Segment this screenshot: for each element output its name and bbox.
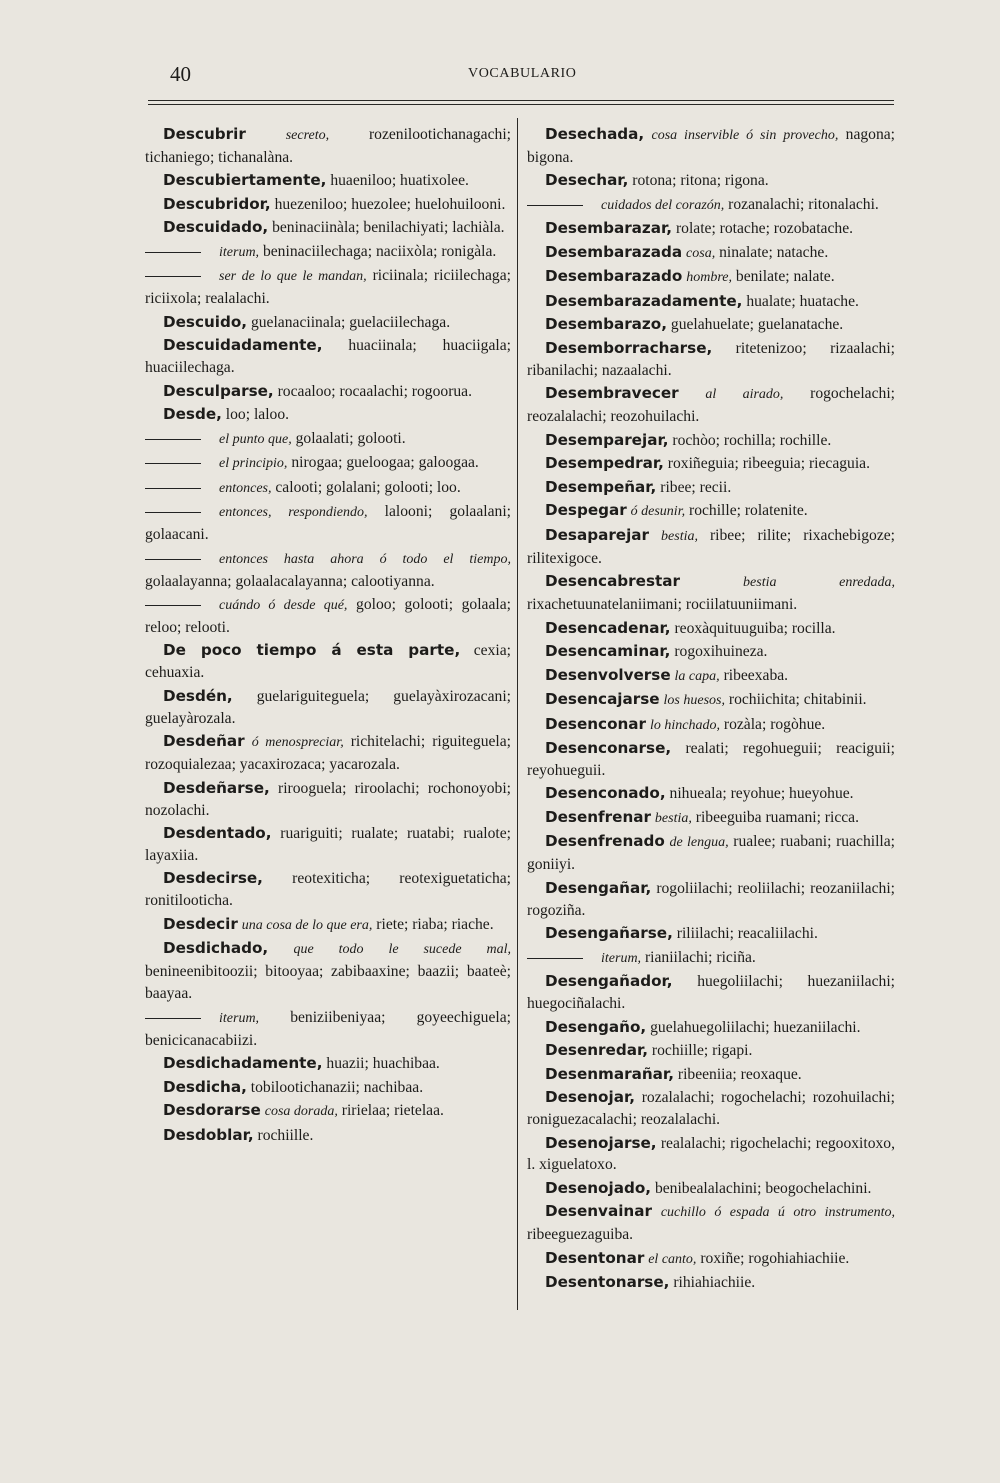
dictionary-entry (145, 640, 511, 684)
headword: Desenfrenado (545, 832, 665, 851)
dictionary-entry (527, 1248, 895, 1271)
usage-note: los huesos, (663, 693, 725, 709)
sub-entry (145, 594, 511, 639)
translation-text: ribeeguiba ruamani; ricca. (695, 808, 859, 826)
headword: Desenfrenar (545, 807, 652, 826)
ditto-dash (145, 439, 201, 440)
dictionary-entry (145, 823, 511, 867)
headword: Desenconarse, (545, 739, 672, 758)
usage-note: iterum, (601, 950, 642, 966)
right-column (527, 124, 895, 1296)
headword: Desaparejar (545, 525, 650, 544)
usage-note: ó desunir, (630, 504, 686, 520)
ditto-dash (145, 605, 201, 606)
headword: Desechar, (545, 171, 629, 190)
dictionary-entry (527, 453, 895, 475)
translation-text: rochiichita; chitabinii. (728, 691, 867, 709)
sub-entry (145, 452, 511, 475)
headword: Desembarazada (545, 242, 683, 261)
column-divider (517, 118, 518, 1310)
translation-text: ruariguiti; rualate; ruatabi; rualote; layaxiia. (145, 825, 511, 864)
translation-text: nihueala; reyohue; hueyohue. (669, 785, 854, 803)
headword: Desdicha, (163, 1077, 247, 1096)
dictionary-entry (145, 914, 511, 937)
ditto-dash (145, 463, 201, 464)
translation-text: benineenibitoozii; bitooyaa; zabibaaxine; baazii; baateè; baayaa. (145, 963, 511, 1003)
dictionary-entry (145, 1053, 511, 1075)
usage-note: ó menospreciar, (251, 735, 344, 751)
headword: Desembarazo, (545, 315, 667, 334)
translation-text: calooti; golalani; golooti; loo. (275, 478, 461, 496)
ditto-dash (527, 205, 583, 206)
translation-text: realalachi; rigochelachi; regooxitoxo, l. xiguelatoxo. (527, 1134, 896, 1174)
dictionary-entry (527, 1178, 895, 1200)
usage-note: el principio, (219, 456, 288, 472)
translation-text: realati; regohueguii; reaciguii; reyohueguii. (527, 740, 895, 779)
usage-note: cosa dorada, (264, 1104, 338, 1120)
translation-text: riliilachi; reacaliilachi. (676, 925, 818, 943)
translation-text: huezeniloo; huezolee; huelohuilooni. (274, 195, 506, 213)
usage-note: cuchillo ó espada ú otro instrumento, (660, 1205, 895, 1221)
translation-text: huaciinala; huaciigala; huaciilechaga. (145, 337, 511, 377)
sub-entry (145, 1007, 511, 1052)
headword: Desdentado, (163, 824, 272, 843)
translation-text: rogoxihuineza. (674, 643, 768, 661)
translation-text: ritetenizoo; rizaalachi; ribanilachi; nazaalachi. (527, 339, 895, 379)
dictionary-entry (527, 714, 895, 737)
dictionary-entry (527, 291, 895, 313)
dictionary-entry (145, 686, 511, 730)
sub-entry (145, 265, 511, 310)
headword: Desenojado, (545, 1178, 652, 1197)
left-column (145, 124, 511, 1148)
headword: Desencajarse (545, 690, 660, 709)
translation-text: cexia; cehuaxia. (145, 642, 511, 682)
headword: Desdichadamente, (163, 1054, 323, 1073)
usage-note: entonces, respondiendo, (219, 505, 368, 521)
headword: Desengañador, (545, 972, 673, 991)
header-rule-bottom (148, 104, 894, 105)
dictionary-entry (527, 689, 895, 712)
translation-text: ninalate; natache. (719, 243, 829, 261)
headword: Desde, (163, 405, 222, 424)
dictionary-entry (145, 1077, 511, 1099)
dictionary-entry (145, 731, 511, 776)
headword: De poco tiempo á esta parte, (163, 641, 461, 660)
dictionary-entry (527, 738, 895, 782)
usage-note: entonces hasta ahora ó todo el tiempo, (219, 551, 511, 567)
usage-note: la capa, (674, 668, 720, 684)
headword: Desdeñar (163, 732, 245, 751)
headword: Despegar (545, 501, 627, 520)
dictionary-entry (145, 938, 511, 1005)
page-number: 40 (170, 62, 191, 86)
translation-text: benilate; nalate. (735, 268, 835, 286)
headword: Desenojarse, (545, 1133, 657, 1152)
headword: Desechada, (545, 125, 645, 143)
translation-text: rochille; rolatenite. (689, 502, 808, 520)
usage-note: de lengua, (669, 835, 729, 851)
translation-text: rogochelachi; reozalalachi; reozohuilachi. (527, 385, 895, 426)
dictionary-entry (527, 923, 895, 945)
ditto-dash (527, 958, 583, 959)
usage-note: cuándo ó desde qué, (219, 598, 348, 614)
dictionary-entry (145, 194, 511, 216)
dictionary-entry (527, 242, 895, 265)
headword: Desdorarse (163, 1101, 261, 1120)
headword: Desembarazar, (545, 219, 673, 238)
headword: Descubridor, (163, 194, 271, 213)
headword: Desentonar (545, 1248, 645, 1267)
translation-text: ribeeguezaguiba. (527, 1226, 634, 1244)
translation-text: ribee; recii. (660, 478, 732, 496)
sub-entry (145, 501, 511, 546)
dictionary-entry (527, 218, 895, 240)
ditto-dash (145, 559, 201, 560)
translation-text: rochiille; rigapi. (651, 1042, 753, 1060)
ditto-dash (145, 512, 201, 513)
dictionary-entry (527, 266, 895, 289)
translation-text: rochòo; rochilla; rochille. (672, 431, 832, 449)
headword: Desdichado, (163, 939, 269, 958)
usage-note: cosa inservible ó sin provecho, (651, 128, 839, 143)
translation-text: guelanaciinala; guelaciilechaga. (250, 313, 451, 331)
sub-entry (145, 241, 511, 264)
usage-note: al airado, (705, 387, 784, 403)
dictionary-entry (527, 641, 895, 663)
dictionary-entry (527, 430, 895, 452)
headword: Desenvolverse (545, 665, 671, 684)
translation-text: rozàla; rogòhue. (723, 715, 826, 733)
headword: Desdoblar, (163, 1125, 254, 1144)
dictionary-entry (145, 868, 511, 912)
translation-text: richitelachi; riguiteguela; rozoquialezaa; yacaxirozaca; yacarozala. (145, 733, 512, 774)
headword: Desenconado, (545, 784, 666, 803)
headword: Desdecir (163, 914, 238, 933)
dictionary-entry (145, 124, 511, 169)
headword: Desculparse, (163, 381, 274, 400)
dictionary-entry (527, 1201, 895, 1246)
translation-text: rozenilootichanagachi; tichaniego; tichanalàna. (145, 126, 511, 166)
translation-text: roxiñe; rogohiahiachiie. (700, 1249, 850, 1267)
usage-note: una cosa de lo que era, (241, 917, 373, 933)
sub-entry (527, 194, 895, 217)
ditto-dash (145, 488, 201, 489)
sub-entry (527, 947, 895, 970)
translation-text: lalooni; golaalani; golaacani. (145, 503, 511, 544)
headword: Descubrir (163, 125, 246, 143)
headword: Desenvainar (545, 1202, 652, 1221)
dictionary-entry (145, 1100, 511, 1123)
ditto-dash (145, 1018, 201, 1019)
translation-text: rirooguela; riroolachi; rochonoyobi; nozolachi. (145, 779, 511, 819)
headword: Desencabrestar (545, 572, 681, 591)
translation-text: reotexiticha; reotexiguetaticha; ronitilooticha. (145, 870, 511, 910)
dictionary-entry (145, 381, 511, 403)
translation-text: ribeexaba. (723, 666, 789, 684)
headword: Desempedrar, (545, 454, 664, 473)
translation-text: reoxàquituuguiba; rocilla. (674, 619, 836, 637)
dictionary-entry (527, 831, 895, 876)
translation-text: hualate; huatache. (746, 292, 859, 310)
dictionary-entry (145, 335, 511, 379)
headword: Desencadenar, (545, 618, 671, 637)
dictionary-entry (527, 477, 895, 499)
headword: Descuidadamente, (163, 336, 323, 355)
dictionary-entry (527, 971, 895, 1015)
translation-text: roxiñeguia; ribeeguia; riecaguia. (667, 455, 870, 473)
usage-note: lo hinchado, (649, 717, 720, 733)
headword: Desdeñarse, (163, 778, 270, 797)
headword: Desemborracharse, (545, 338, 713, 357)
usage-note: secreto, (285, 128, 330, 143)
translation-text: guelahuegoliilachi; huezaniilachi. (650, 1018, 861, 1036)
translation-text: rualee; ruabani; ruachilla; goniiyi. (527, 833, 895, 874)
usage-note: cuidados del corazón, (601, 197, 725, 213)
dictionary-entry (527, 665, 895, 688)
dictionary-entry (527, 500, 895, 523)
translation-text: nirogaa; gueloogaa; galoogaa. (291, 454, 479, 472)
headword: Desdén, (163, 686, 233, 705)
translation-text: guelahuelate; guelanatache. (670, 316, 844, 334)
usage-note: entonces, (219, 480, 272, 496)
translation-text: rogoliilachi; reoliilachi; reozaniilachi; rogoziña. (527, 879, 895, 919)
headword: Descubiertamente, (163, 171, 327, 190)
translation-text: beninaciinàla; benilachiyati; lachiàla. (272, 219, 505, 237)
header-rule-top (148, 100, 894, 101)
dictionary-entry (527, 338, 895, 382)
usage-note: bestia, (661, 528, 698, 544)
usage-note: bestia enredada, (743, 575, 895, 591)
dictionary-entry (527, 1272, 895, 1294)
usage-note: iterum, (219, 244, 260, 260)
dictionary-entry (145, 312, 511, 334)
dictionary-entry (527, 383, 895, 428)
translation-text: riciinala; riciilechaga; riciixola; realalachi. (145, 267, 511, 308)
dictionary-entry (527, 618, 895, 640)
dictionary-entry (145, 1125, 511, 1147)
translation-text: rixachetuunatelaniimani; rociilatuuniimani. (527, 596, 798, 614)
translation-text: nagona; bigona. (527, 126, 896, 166)
headword: Desembarazado (545, 267, 683, 286)
headword: Desempeñar, (545, 477, 657, 496)
translation-text: riete; riaba; riache. (376, 915, 494, 933)
dictionary-entry (527, 314, 895, 336)
translation-text: loo; laloo. (225, 406, 290, 424)
translation-text: rihiahiachiie. (673, 1274, 756, 1292)
running-title: VOCABULARIO (468, 66, 577, 81)
dictionary-entry (527, 807, 895, 830)
translation-text: benibealalachini; beogochelachini. (654, 1179, 872, 1197)
translation-text: tobilootichanazii; nachibaa. (250, 1078, 424, 1096)
usage-note: cosa, (686, 245, 716, 261)
usage-note: el punto que, (219, 431, 292, 447)
dictionary-entry (527, 878, 895, 922)
usage-note: ser de lo que le mandan, (219, 269, 367, 285)
dictionary-entry (527, 783, 895, 805)
headword: Desengañarse, (545, 924, 673, 943)
dictionary-entry (145, 217, 511, 239)
usage-note: el canto, (648, 1251, 697, 1267)
translation-text: rozanalachi; ritonalachi. (728, 195, 879, 213)
translation-text: golaalayanna; golaalacalayanna; calootiyanna. (145, 572, 435, 590)
ditto-dash (145, 276, 201, 277)
dictionary-entry (527, 1064, 895, 1086)
translation-text: huaeniloo; huatixolee. (330, 172, 469, 190)
sub-entry (145, 428, 511, 451)
dictionary-entry (527, 1040, 895, 1062)
translation-text: rozalalachi; rogochelachi; rozohuilachi; roniguezacalachi; reozalalachi. (527, 1089, 895, 1129)
dictionary-entry (145, 170, 511, 192)
translation-text: beniziibeniyaa; goyeechiguela; benicicanacabiizi. (145, 1008, 511, 1049)
translation-text: rotona; ritona; rigona. (632, 172, 769, 190)
translation-text: beninaciilechaga; naciixòla; ronigàla. (262, 242, 497, 260)
headword: Descuidado, (163, 218, 269, 237)
usage-note: hombre, (686, 270, 732, 286)
usage-note: bestia, (654, 810, 692, 826)
translation-text: ribee; rilite; rixachebigoze; rilitexigoce. (527, 526, 895, 567)
dictionary-entry (145, 404, 511, 426)
dictionary-entry (145, 778, 511, 822)
headword: Desdecirse, (163, 869, 263, 888)
headword: Desencaminar, (545, 642, 671, 661)
dictionary-entry (527, 1017, 895, 1039)
headword: Desengaño, (545, 1017, 647, 1036)
translation-text: ribeeniia; reoxaque. (677, 1065, 802, 1083)
translation-text: rianiilachi; riciña. (644, 948, 756, 966)
dictionary-entry (527, 170, 895, 192)
dictionary-entry (527, 1133, 895, 1177)
translation-text: rochiille. (257, 1126, 314, 1144)
translation-text: golaalati; golooti. (295, 429, 406, 447)
translation-text: huegoliilachi; huezaniilachi; huegociñalachi. (527, 973, 895, 1013)
dictionary-entry (527, 525, 895, 570)
translation-text: rolate; rotache; rozobatache. (675, 220, 854, 238)
headword: Desenconar (545, 714, 647, 733)
headword: Desenredar, (545, 1041, 648, 1060)
sub-entry (145, 548, 511, 593)
headword: Desembravecer (545, 384, 679, 403)
headword: Desemparejar, (545, 430, 669, 449)
translation-text: goloo; golooti; golaala; reloo; relooti. (145, 596, 511, 636)
dictionary-entry (527, 1087, 895, 1131)
headword: Desengañar, (545, 878, 652, 897)
headword: Desenojar, (545, 1088, 635, 1107)
translation-text: rocaaloo; rocaalachi; rogoorua. (277, 382, 472, 400)
headword: Desenmarañar, (545, 1064, 674, 1083)
headword: Descuido, (163, 312, 248, 331)
usage-note: que todo le sucede mal, (293, 942, 511, 958)
sub-entry (145, 477, 511, 500)
ditto-dash (145, 252, 201, 253)
translation-text: ririelaa; rietelaa. (341, 1102, 444, 1120)
headword: Desentonarse, (545, 1273, 670, 1292)
translation-text: huazii; huachibaa. (326, 1055, 440, 1073)
headword: Desembarazadamente, (545, 291, 743, 310)
usage-note: iterum, (219, 1010, 260, 1026)
dictionary-entry (527, 571, 895, 616)
dictionary-entry (527, 124, 895, 169)
translation-text: guelariguiteguela; guelayàxirozacani; guelayàrozala. (145, 687, 511, 727)
